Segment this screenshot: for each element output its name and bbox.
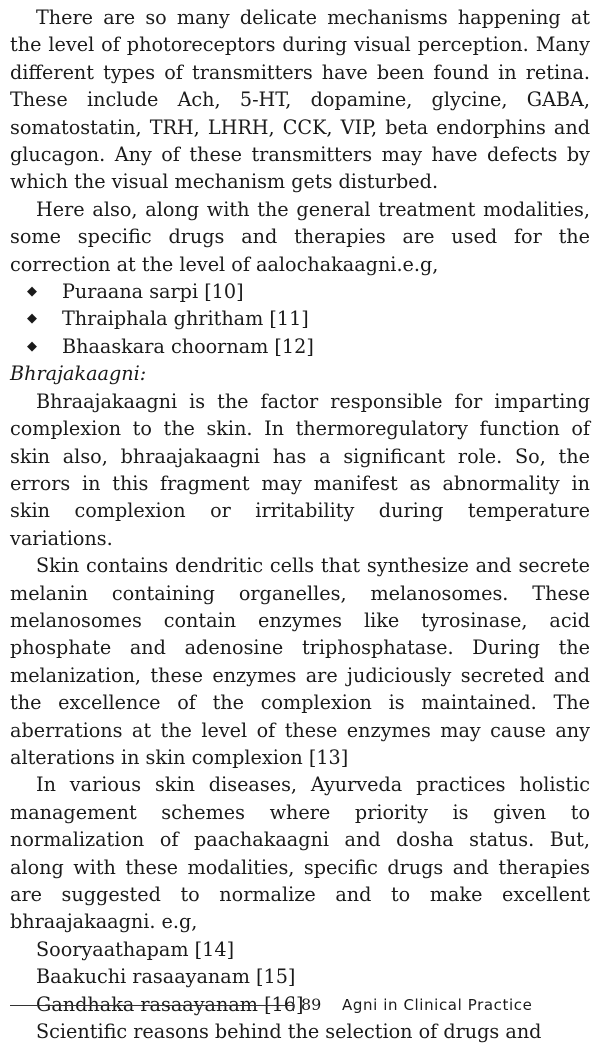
- running-title: Agni in Clinical Practice: [342, 996, 533, 1014]
- list-item: Baakuchi rasaayanam [15]: [36, 965, 296, 989]
- page-footer: [10, 993, 590, 1017]
- diamond-bullet-icon: ◆: [27, 311, 37, 327]
- paragraph-aalochakaagni: Here also, along with the general treatment modalities, some specific drugs and therapies are used for the correction at the level of aalochakaagni.e.g,: [10, 197, 590, 276]
- footer-rule: [10, 1005, 293, 1006]
- paragraph-photoreceptors: There are so many delicate mechanisms happening at the level of photoreceptors during visual perception. Many different types of transmitters have been found in retina. These include Ach, 5-HT, dopamine, glycine, GABA, somatostatin, TRH, LHRH, CCK, VIP, beta endorphins and glucagon. Any of these transmitters may have defects by which the visual mechanism gets disturbed.: [10, 6, 590, 194]
- list-item: [10, 278, 590, 305]
- list-item-label: Puraana sarpi [10]: [62, 280, 244, 304]
- aalochakaagni-drug-list: [10, 278, 590, 360]
- section-subheading: Bhrajakaagni:: [10, 362, 147, 386]
- footer-rule-end: [293, 999, 294, 1011]
- list-item-label: Bhaaskara choornam [12]: [62, 334, 314, 358]
- paragraph-skin-diseases: In various skin diseases, Ayurveda practices holistic management schemes where priority is given to normalization of paachakaagni and dosha status. But, along with these modalities, specific drugs and therapies are suggested to normalize and to make excellent bhraajakaagni. e.g,: [10, 773, 590, 934]
- document-page: [10, 0, 590, 1044]
- list-item-label: Thraiphala ghritham [11]: [62, 307, 309, 331]
- paragraph-bhraajakaagni: Bhraajakaagni is the factor responsible for imparting complexion to the skin. In thermoregulatory function of skin also, bhraajakaagni has a significant role. So, the errors in this fragment may manifest as abnormality in skin complexion or irritability during temperature variations.: [10, 389, 590, 550]
- diamond-bullet-icon: ◆: [27, 338, 37, 354]
- list-item: Sooryaathapam [14]: [36, 937, 235, 961]
- list-item: Gandhaka rasaayanam [16]: [36, 992, 304, 1016]
- page-number: 89: [301, 995, 322, 1014]
- body-text: [10, 0, 590, 1045]
- paragraph-dendritic-cells: Skin contains dendritic cells that synthesize and secrete melanin containing organelles, melanosomes. These melanosomes contain enzymes like tyrosinase, acid phosphate and adenosine triphosphatase. During the melanization, these enzymes are judiciously secreted and the excellence of the complexion is maintained. The aberrations at the level of these enzymes may cause any alterations in skin complexion [13]: [10, 554, 590, 769]
- paragraph-scientific-reasons: Scientific reasons behind the selection of drugs and: [36, 1020, 542, 1044]
- list-item: [10, 333, 590, 360]
- diamond-bullet-icon: ◆: [27, 284, 37, 300]
- list-item: [10, 305, 590, 332]
